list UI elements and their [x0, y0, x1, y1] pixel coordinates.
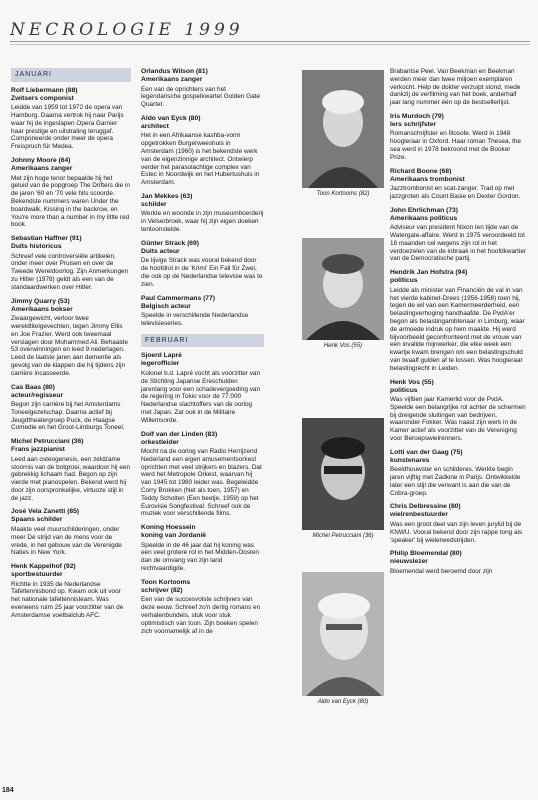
obituary-text: Het in een Afrikaanse kashba-vorm opgetrokken Burgerweeshuis in Amsterdam (1960) is het bekendste werk van de eigenzinnige architect. Ontwierp verder het parasolachtige complex van Estec in Noordwijk en het Hubertushuis in Amsterdam.	[141, 132, 260, 187]
header-rule-secondary	[10, 44, 530, 45]
obituary-role: Spaans schilder	[11, 516, 63, 524]
obituary-text: Schreef vele controversiële artikelen, onder meer over Pruisen en over de Tweede Wereldoorlog. Zijn Anmerkungen zu Hitler (1978) geldt als een van de standaardwerken over Hitler.	[11, 252, 129, 291]
obituary-name: Rolf Liebermann (88)	[11, 86, 78, 94]
obituary-name: Sjoerd Lapré	[141, 352, 182, 360]
obituary-text: Leidde van 1959 tot 1972 de opera van Hamburg. Daarna vertrok hij naar Parijs waar hij de ingeslapen Opera Garnier haar prestige en uitstraling teruggaf. Componeerde onder meer de opera Freispruch für Medea.	[11, 104, 124, 151]
portrait-image	[302, 418, 384, 530]
obituary-name: Michel Petrucciani (36)	[11, 438, 84, 446]
obituary-entry	[11, 384, 131, 433]
obituary-text: Zwaargewicht, verloor twee wereldtitelgevechten, tegen Jimmy Ellis en Joe Frazier. Werd ook tweemaal verslagen door Mohammed Ali. Behaalde 53 overwinningen en leed 9 nederlagen. Leed de laatste jaren aan dementie als gevolg van de klappen die hij tijdens zijn carrière incasseerde.	[11, 315, 128, 377]
obituary-text: Jazztrombonist en scat-zanger. Trad op met jazzgroten als Count Basie en Dexter Gordon.	[390, 185, 521, 200]
portrait-image	[302, 572, 384, 696]
obituary-text: Leidde als minister van Financiën de val in van het vierde kabinet-Drees (1956-1958) toen hij, tegen de wil van een Kamermeerderheid, een belastingverhoging handhaafde. De PvdA'er begon als belastingambtenaar in Limburg, waar de armoede indruk op hem maakte. Hij werd bijvoorbeeld geconfronteerd met de vrouw van een invalide mijnwerker, die elke week een kwartje kwam brengen om een belastingschuld van twaalf gulden af te lossen. Was hoogleraar belastingrecht in Leiden.	[390, 286, 525, 372]
obituary-text: Richtte in 1935 de Nederlandse Tafeltennisbond op. Kwam ook uit voor het nationale tafeltennisteam. Was eveneens ruim 25 jaar voorzitter van de Amsterdamse voetbalclub AFC.	[11, 580, 124, 619]
obituary-text: Een van de oprichters van het legendarische gospelkwartet Golden Gate Quartet.	[141, 85, 261, 109]
obituary-role: koning van Jordanië	[141, 532, 207, 540]
photo-caption: Michel Petrucciani (36)	[312, 533, 374, 539]
page-header	[0, 0, 538, 45]
obituary-entry	[390, 449, 528, 498]
obituary-entry	[390, 503, 528, 544]
obituary-role: Amerikaans zanger	[141, 76, 203, 83]
obituary-text: Speelde in de 46 jaar dat hij koning was een veel grotere rol in het Midden-Oosten dan de omvang van zijn land rechtvaardigde.	[141, 541, 259, 573]
obituary-entry	[11, 157, 131, 229]
obituary-name: Chris Delbressine (80)	[390, 503, 461, 511]
photo-caption: Aldo van Eyck (80)	[317, 699, 369, 705]
obituary-entry	[11, 508, 131, 557]
obituary-role: sportbestuurder	[11, 571, 63, 579]
obituary-entry	[11, 298, 131, 378]
obituary-text: Mocht na de oorlog van Radio Herrijzend Nederland een eigen amusementsorkest oprichten met veel strijkers en blazers. Dat werd het Metropole Orkest, waarvan hij van 1945 tot 1980 leider was. Begeleidde Corry Brokken (Net als toen, 1957) en Teddy Scholten (Een beetje, 1959) op het Eurovisie Songfestival. Schreef ook de muziek voor verschillende films.	[141, 448, 262, 518]
obituary-role: Amerikaans bokser	[11, 305, 73, 313]
obituary-role: schrijver (82)	[141, 586, 183, 594]
obituary-name: Günter Strack (69)	[141, 239, 199, 247]
obituary-entry	[390, 379, 528, 443]
obituary-entry	[11, 438, 131, 502]
obituary-entry	[390, 550, 528, 575]
month-label-february: FEBRUARI	[141, 334, 264, 348]
obituary-role: Duits acteur	[141, 247, 180, 255]
obituary-role: politicus	[390, 386, 418, 394]
portrait-photo	[302, 418, 384, 540]
obituary-entry	[390, 269, 528, 372]
photo-caption: Henk Vos (55)	[323, 343, 363, 349]
obituary-text: Romanschrijfster en filosofe. Werd in 1948 hoogleraar in Oxford. Haar roman Thesea, the sea werd in 1978 bekroond met de Booker Prize.	[390, 130, 521, 161]
obituary-entry	[141, 295, 264, 328]
photo-caption: Toon Kortooms (82)	[316, 191, 370, 197]
obituary-name: Richard Boone (68)	[390, 167, 452, 175]
obituary-role: kunstenares	[390, 456, 430, 464]
page-number: 184	[2, 787, 14, 794]
obituary-text: Speelde in verschillende Nederlandse televisieseries.	[141, 312, 249, 327]
column-1	[11, 68, 131, 626]
obituary-role: Amerikaans trombonist	[390, 175, 465, 183]
portrait-photo	[302, 572, 384, 706]
obituary-entry	[390, 207, 528, 263]
header-rule	[10, 41, 530, 42]
obituary-name: Sebastian Haffner (91)	[11, 235, 82, 243]
obituary-entry	[141, 68, 264, 109]
obituary-name: John Ehrlichman (73)	[390, 206, 459, 214]
obituary-role: legerofficier	[141, 360, 180, 368]
obituary-name: Dolf van der Linden (83)	[141, 430, 218, 438]
month-label-january: JANUARI	[11, 68, 131, 82]
obituary-entry	[141, 431, 264, 519]
obituary-name: José Vela Zanetti (85)	[11, 508, 80, 516]
obituary-name: Aldo van Eyck (80)	[141, 114, 201, 122]
obituary-entry	[141, 579, 264, 635]
obituary-entry	[141, 524, 264, 573]
obituary-role: orkestleider	[141, 438, 179, 446]
obituary-entry	[390, 168, 528, 201]
obituary-role: politicus	[390, 277, 418, 285]
obituary-role: Duits historicus	[11, 243, 62, 251]
obituary-entry	[11, 87, 131, 151]
obituary-text: Werkte en woonde in zijn museumboerderij in Velserbroek, waar hij zijn eigen doeken tentoonstelde.	[141, 210, 264, 234]
page-title: NECROLOGIE 1999	[10, 20, 244, 40]
obituary-text: Beeldhouwster en schilderes. Werkte begin jaren vijftig met Zadkine in Parijs. Ontwikkelde later een stijl die verwant is aan die van de Cobra-groep.	[390, 466, 521, 497]
obituary-text: Met zijn hoge tenor bepaalde hij het geluid van de popgroep The Drifters die in de jaren '60 en '70 vele hits scoorde. Bekendste nummers waren Under the boardwalk, Kissing in the backrow, en You're more than a number in my little red book.	[11, 174, 130, 229]
obituary-name: Henk Vos (55)	[390, 378, 434, 386]
obituary-entry	[141, 240, 264, 289]
obituary-text: Een van de succesvolste schrijvers van deze eeuw. Schreef zo'n dertig romans en verhalenbundels, stuk voor stuk optimistisch van toon. Zijn boeken spelen zich voornamelijk af in de	[141, 596, 261, 635]
obituary-name: Henk Kappelhof (92)	[11, 563, 76, 571]
obituary-role: architect	[141, 122, 169, 130]
obituary-entry	[141, 193, 264, 234]
obituary-name: Paul Cammermans (77)	[141, 294, 215, 302]
obituary-role: Belgisch acteur	[141, 302, 191, 310]
obituary-text: Begon zijn carrière bij het Amsterdams Toneelgezelschap. Daarna actief bij Jeugdtheatergroep Puck, de Haagse Comedie en het Groot-Limburgs Toneel.	[11, 401, 125, 432]
obituary-name: Johnny Moore (64)	[11, 157, 71, 165]
obituary-role: Zwitsers componist	[11, 94, 74, 102]
obituary-name: Jan Mekkes (63)	[141, 192, 193, 200]
obituary-text: De lijvige Strack was vooral bekend door de hoofdrol in de 'Krimi' Ein Fall für Zwei, die ook op de Nederlandse televisie was te zien.	[141, 257, 263, 288]
obituary-name: Iris Murdoch (79)	[390, 112, 444, 120]
obituary-name: Hendrik Jan Hofstra (94)	[390, 269, 468, 277]
obituary-name: Toon Kortooms	[141, 578, 191, 586]
obituary-name: Koning Hoessein	[141, 524, 196, 532]
obituary-text: Was vijftien jaar Kamerlid voor de PvdA. Speelde een belangrijke rol achter de schermen bij dreigende sluitingen van bedrijven, waaronder Fokker. Was naast zijn werk in de Kamer actief als voorzitter van de Vereniging voor Beroepswielrenners.	[390, 396, 526, 442]
column-2	[141, 68, 264, 641]
obituary-name: Orlandus Wilson (81)	[141, 68, 208, 75]
obituary-entry	[390, 113, 528, 162]
obituary-role: wielrenbestuurder	[390, 511, 448, 519]
obituary-name: Philip Bloemendal (80)	[390, 550, 462, 558]
obituary-text: Leed aan osteogenesis, een zeldzame stoornis van de botgroei, waardoor hij een gebrekkig lichaam had. Begon op zijn vierde met pianospelen. Bekend werd hij door zijn oorspronkelijke, virtuoze stijl in de jazz.	[11, 455, 131, 502]
obituary-name: Jimmy Quarry (53)	[11, 297, 70, 305]
portrait-image	[302, 238, 384, 340]
obituary-text: Bloemendal werd beroemd door zijn	[390, 567, 493, 575]
column-4	[390, 68, 528, 582]
obituary-role: schilder	[141, 200, 167, 208]
portrait-photo	[302, 70, 384, 198]
obituary-name: Lotti van der Gaag (75)	[390, 448, 463, 456]
obituary-role: acteur/regisseur	[11, 391, 64, 399]
obituary-text: Adviseur van president Nixon ten tijde van de Watergate-affaire. Werd in 1975 veroordeeld tot 18 maanden cel wegens zijn rol in het verdoezelen van de inbraak in het hoofdkwartier van de Democratische partij.	[390, 224, 527, 263]
obituary-entry	[11, 235, 131, 291]
portrait-image	[302, 70, 384, 188]
obituary-name: Cas Baas (80)	[11, 383, 55, 391]
obituary-role: Amerikaans politicus	[390, 214, 458, 222]
obituary-text: Maakte veel muurschilderingen, onder meer De strijd van de mens voor de vrede, in het gebouw van de Verenigde Naties in New York.	[11, 525, 122, 557]
obituary-role: Iers schrijfster	[390, 120, 437, 128]
obituary-entry	[141, 115, 264, 187]
portrait-photo	[302, 238, 384, 350]
obituary-text: Was een groot deel van zijn leven jurylid bij de KNWU. Vooral bekend door zijn rappe tong als 'speaker' bij wielerwedstrijden.	[390, 520, 523, 544]
obituary-text: Brabantse Peel. Van Beekman en Beekman werden meer dan twee miljoen exemplaren verkocht. Help de dokter verzuipt stond, mede dankzij de verfilming van het boek, anderhalf jaar lang nummer één op de bestsellerlijst.	[390, 68, 521, 107]
obituary-role: Amerikaans zanger	[11, 165, 73, 173]
obituary-entry	[11, 563, 131, 619]
obituary-entry	[141, 352, 264, 424]
obituary-role: nieuwslezer	[390, 558, 428, 566]
obituary-text: Kolonel b.d. Lapré vocht als voorzitter van de Stichting Japanse Ereschulden jarenlang voor een schadevergoeding van de regering in Tokio voor de 77.000 Nederlandse slachtoffers van de oorlog met Japan. Zat ook in de Militaire Willemsorde.	[141, 369, 261, 424]
obituary-entry	[390, 68, 528, 107]
obituary-role: Frans jazzpianist	[11, 446, 65, 454]
